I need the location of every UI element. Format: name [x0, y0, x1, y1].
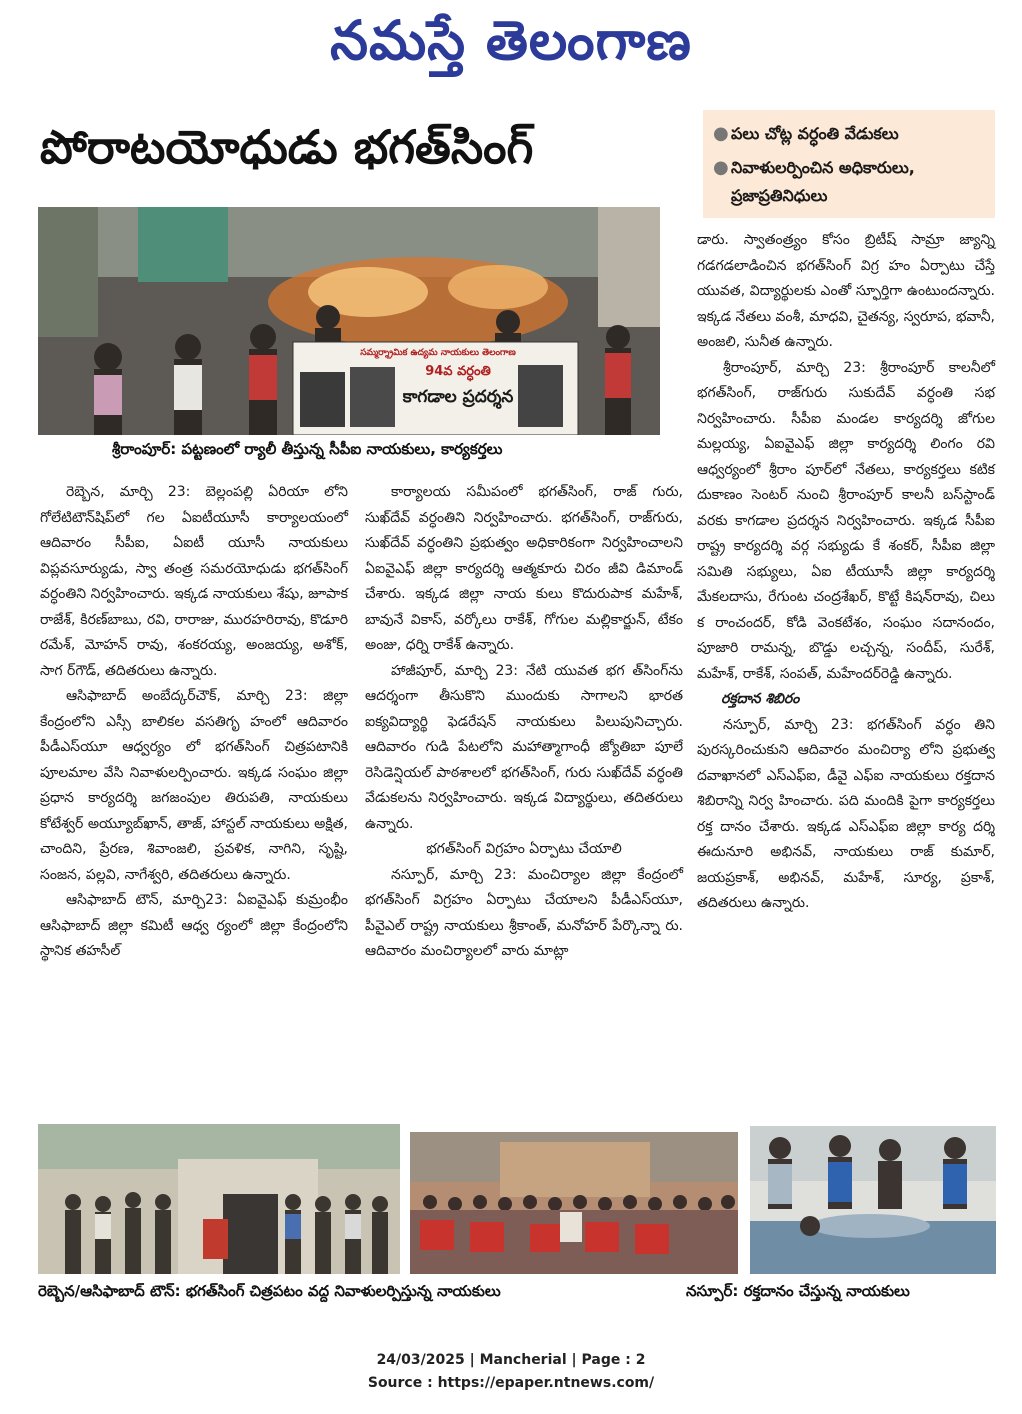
paragraph: శ్రీరాంపూర్, మార్చి 23: శ్రీరాంపూర్ కాలనీలో భగత్‌సింగ్, రాజ్‌గురు సుకుదేవ్ వర్ధంతి సభ నిర్వహించారు. సీపీఐ మండల కార్యదర్శి జోగుల మల్లయ్య, ఏఐవైఎఫ్ జిల్లా కార్యదర్శి లింగం రవి ఆధ్వర్యంలో శ్రీరాం పూర్‌లో నేతలు, కార్యకర్తలు కటిక దుకాణం సెంటర్ నుంచి శ్రీరాంపూర్ కాలనీ బస్‌స్టాండ్ వరకు కాగడాల ప్రదర్శన నిర్వహించారు. ఇక్కడ సీపీఐ రాష్ట్ర కార్యదర్శి వర్గ సభ్యుడు కే శంకర్, సీపీఐ జిల్లా సమితి సభ్యులు, ఏఐ టీయూసీ జిల్లా కార్యదర్శి మేకలదాసు, రేగుంట చంద్రశేఖర్, కొట్టే కిషన్‌రావు, చిలు క రాంచందర్, కోడి వెంకటేశం, సంఘం సదానందం, పూజారి రామన్న, బొడ్డు లచ్చన్న, సందీప్, సురేశ్, మహేశ్, రాకేశ్, సంపత్, మహేందర్‌రెడ్డి ఉన్నారు.	[697, 359, 995, 682]
subheading: భగత్‌సింగ్ విగ్రహం ఏర్పాటు చేయాలి	[426, 841, 622, 857]
paragraph: నస్పూర్, మార్చి 23: మంచిర్యాల జిల్లా కేంద్రంలో భగత్‌సింగ్ విగ్రహం ఏర్పాటు చేయాలని పీడీఎస్‌యూ, పీవైఎల్ రాష్ట్ర నాయకులు శ్రీకాంత్, మనోహర్ పేర్కొన్నా రు. ఆదివారం మంచిర్యాలలో వారు మాట్లా	[365, 866, 683, 959]
highlight-text: నివాళులర్పించిన అధికారులు, ప్రజాప్రతినిధులు	[731, 158, 915, 205]
bullet-icon: ●	[713, 123, 729, 144]
banner-line3: కాగడాల ప్రదర్శన	[402, 387, 514, 407]
article-column-1	[40, 480, 348, 965]
paragraph: రెబ్బెన, మార్చి 23: బెల్లంపల్లి ఏరియా లోని గోలేటిటౌన్‌షిప్‌లో గల ఏఐటీయూసీ కార్యాలయంలో ఆదివారం సీపీఐ, ఏఐటీ యూసీ నాయకులు విప్లవసూర్యుడు, స్వా తంత్ర సమరయోధుడు భగత్‌సింగ్ వర్ధంతిని నిర్వహించారు. ఇక్కడ నాయకులు శేషు, జూపాక రాజేశ్, కిరణ్‌బాబు, రవి, రారాజు, మురహరిరావు, కొడూరి రమేశ్, మోహన్ రావు, శంకరయ్య, అంజయ్య, అశోక్, సాగ ర్‌గౌడ్, తదితరులు ఉన్నారు.	[40, 484, 348, 679]
article-column-3	[697, 228, 995, 917]
paragraph: ఆసిఫాబాద్ అంబేద్కర్‌చౌక్, మార్చి 23: జిల్లా కేంద్రంలోని ఎస్సీ బాలికల వసతిగృ హంలో ఆదివారం పీడీఎస్‌యూ ఆధ్వర్యం లో భగత్‌సింగ్ చిత్రపటానికి పూలమాల వేసి నివాళులర్పించారు. ఇక్కడ సంఘం జిల్లా ప్రధాన కార్యదర్శి జగజంపుల తిరుపతి, నాయకులు కోటేశ్వర్ అయ్యూబ్‌ఖాన్, తాజ్, హాస్టల్ నాయకులు అక్షిత, చాందిని, ప్రేరణ, శివాంజలి, ప్రవళిక, నాగిని, సృష్టి, సంజన, పల్లవి, నాగేశ్వరి, తదితరులు ఉన్నారు.	[40, 688, 348, 883]
article-headline: పోరాటయోధుడు భగత్‌సింగ్	[40, 120, 534, 174]
blood-donation-photo	[750, 1126, 996, 1274]
bottom-caption-right: నస్పూర్: రక్తదానం చేస్తున్న నాయకులు	[686, 1282, 910, 1300]
top-photo-caption: శ్రీరాంపూర్: పట్టణంలో ర్యాలీ తీస్తున్న సీపీఐ నాయకులు, కార్యకర్తలు	[112, 440, 503, 458]
bottom-caption-left: రెబ్బెన/ఆసిఫాబాద్ టౌన్: భగత్‌సింగ్ చిత్రపటం వద్ద నివాళులర్పిస్తున్న నాయకులు	[38, 1282, 501, 1300]
masthead-logo: నమస్తే తెలంగాణ	[330, 8, 692, 72]
paragraph: ఆసిఫాబాద్ టౌన్, మార్చి23: ఏఐవైఎఫ్ కుమ్రంభీం ఆసిఫాబాద్ జిల్లా కమిటీ ఆధ్వ ర్యంలో జిల్లా కేంద్రంలోని స్థానిక తహసీల్	[40, 892, 348, 959]
highlight-item	[713, 120, 985, 148]
highlights-box	[703, 110, 995, 218]
footer-date-edition: 24/03/2025 | Mancherial | Page : 2	[376, 1352, 646, 1368]
highlight-item	[713, 154, 985, 210]
rally-photo	[38, 207, 660, 435]
paragraph: డారు. స్వాతంత్ర్యం కోసం బ్రిటీష్ సామ్రా జ్యాన్ని గడగడలాడించిన భగత్‌సింగ్ విగ్ర హం ఏర్పాటు చేస్తే యువత, విద్యార్థులకు ఎంతో స్ఫూర్తిగా ఉంటుందన్నారు. ఇక్కడ నేతలు వంశీ, మాధవి, చైతన్య, స్వరూప, భవానీ, అంజలి, సునీత ఉన్నారు.	[697, 232, 995, 350]
article-column-2	[365, 480, 683, 965]
students-photo	[410, 1132, 738, 1274]
banner-line2: 94వ వర్ధంతి	[425, 364, 491, 379]
footer-source: Source : https://epaper.ntnews.com/	[367, 1375, 655, 1391]
banner-line1: సమ్మర్శ్రామిక ఉద్యమ నాయకులు తెలంగాణ	[360, 348, 516, 358]
paragraph: నస్పూర్, మార్చి 23: భగత్‌సింగ్ వర్ధం తిని పురస్కరించుకుని ఆదివారం మంచిర్యా లోని ప్రభుత్వ దవాఖానలో ఎస్‌ఎఫ్‌ఐ, డీవై ఎఫ్‌ఐ నాయకులు రక్తదాన శిబిరాన్ని నిర్వ హించారు. పది మందికి పైగా కార్యకర్తలు రక్త దానం చేశారు. ఇక్కడ ఎస్‌ఎఫ్‌ఐ జిల్లా కార్య దర్శి ఈదునూరి అభినవ్, నాయకులు రాజ్ కుమార్, జయప్రకాశ్, అభినవ్, మహేశ్, సూర్య, ప్రకాశ్, తదితరులు ఉన్నారు.	[697, 716, 995, 911]
paragraph: కార్యాలయ సమీపంలో భగత్‌సింగ్, రాజ్ గురు, సుఖ్‌దేవ్ వర్ధంతిని నిర్వహించారు. భగత్‌సింగ్, రాజ్‌గురు, సుఖ్‌దేవ్ వర్ధంతిని ప్రభుత్వం అధికారికంగా నిర్వహించాలని ఏఐవైఎఫ్ జిల్లా కార్యదర్శి ఆత్మకూరు చిరం జీవి డిమాండ్ చేశారు. ఇక్కడ జిల్లా నాయ కులు కొదురుపాక మహేశ్, బావునే వికాస్, వర్కోలు రాకేశ్, గోగుల మల్లికార్జున్, టేకం అంజు, ధర్ని రాకేశ్ ఉన్నారు.	[365, 484, 683, 653]
bullet-icon: ●	[713, 157, 729, 178]
paragraph: హాజీపూర్, మార్చి 23: నేటి యువత భగ త్‌సింగ్‌ను ఆదర్శంగా తీసుకొని ముందుకు సాగాలని భారత ఐక్యవిద్యార్థి ఫెడరేషన్ నాయకులు పిలుపునిచ్చారు. ఆదివారం గుడి పేటలోని మహాత్మాగాంధీ జ్యోతిబా పూలే రెసిడెన్షియల్ పాఠశాలలో భగత్‌సింగ్, గురు సుఖ్‌దేవ్ వర్ధంతి వేడుకలను నిర్వహించారు. ఇక్కడ విద్యార్థులు, తదితరులు ఉన్నారు.	[365, 662, 683, 832]
highlight-text: పలు చోట్ల వర్ధంతి వేడుకలు	[731, 124, 899, 143]
subheading: రక్తదాన శిబిరం	[721, 691, 800, 707]
tribute-photo	[38, 1124, 400, 1274]
